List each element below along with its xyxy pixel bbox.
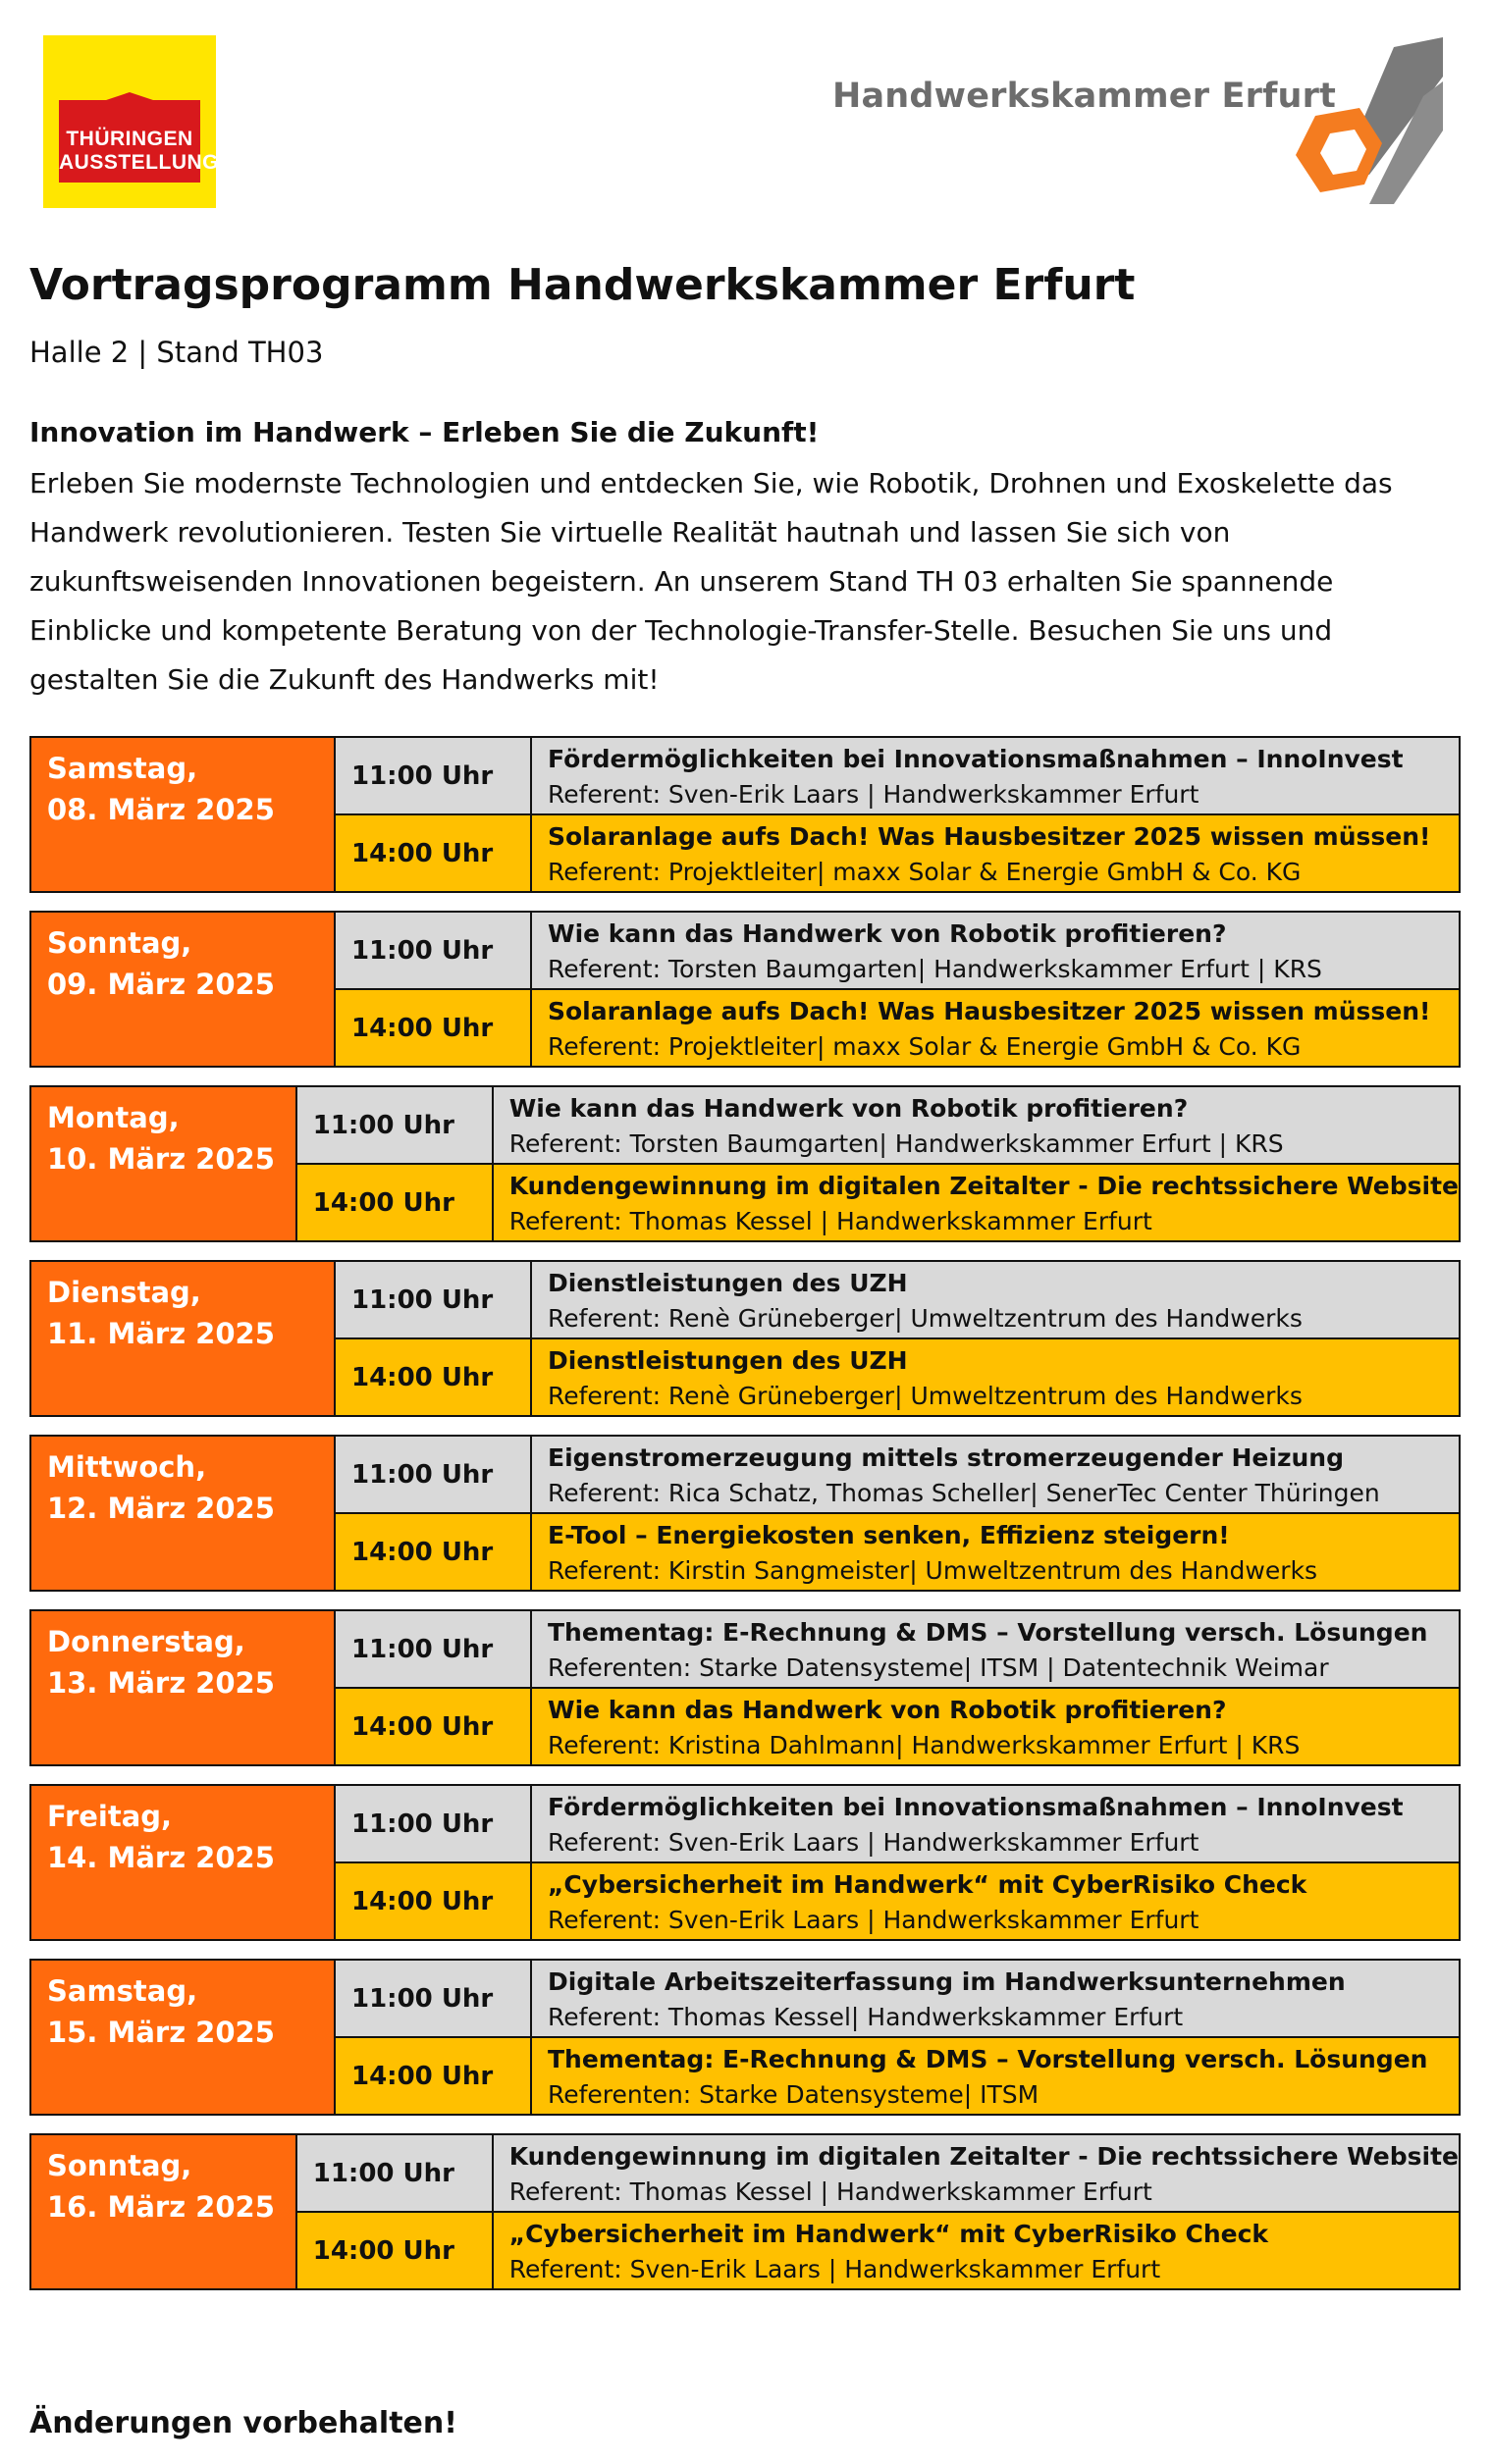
talk-referent: Referent: Torsten Baumgarten| Handwerkskammer Erfurt | KRS <box>508 1129 1284 1158</box>
slot-afternoon <box>336 813 1459 891</box>
slot-morning <box>336 913 1459 988</box>
day-label <box>31 1437 336 1590</box>
slot-afternoon <box>297 1163 1459 1240</box>
day-label <box>31 1262 336 1415</box>
slot-talk <box>532 1786 1459 1861</box>
slot-time: 11:00 Uhr <box>336 738 532 813</box>
slot-talk <box>532 2038 1459 2114</box>
schedule-day <box>29 1609 1461 1766</box>
slot-talk <box>532 738 1459 813</box>
talk-referent: Referent: Torsten Baumgarten| Handwerkskammer Erfurt | KRS <box>548 955 1322 983</box>
day-date: 14. März 2025 <box>47 1841 275 1874</box>
talk-referent: Referent: Sven-Erik Laars | Handwerkskammer Erfurt <box>548 780 1199 809</box>
day-date: 13. März 2025 <box>47 1666 275 1700</box>
talk-title: Solaranlage aufs Dach! Was Hausbesitzer 2025 wissen müssen! <box>548 822 1431 851</box>
logo-text-line2: AUSSTELLUNG <box>59 151 219 174</box>
day-slots <box>297 2135 1459 2288</box>
schedule-day <box>29 1784 1461 1941</box>
slot-talk <box>532 1689 1459 1764</box>
talk-title: Thementag: E-Rechnung & DMS – Vorstellung versch. Lösungen <box>548 2045 1428 2073</box>
day-label <box>31 1786 336 1939</box>
talk-referent: Referent: Projektleiter| maxx Solar & Energie GmbH & Co. KG <box>548 858 1302 886</box>
org-name: Handwerkskammer Erfurt <box>832 77 1337 116</box>
slot-time: 14:00 Uhr <box>297 1165 494 1240</box>
handwerkskammer-logo-icon <box>1276 37 1453 214</box>
slot-time: 14:00 Uhr <box>336 990 532 1066</box>
slot-afternoon <box>336 2036 1459 2114</box>
talk-title: „Cybersicherheit im Handwerk“ mit CyberRisiko Check <box>548 1870 1307 1899</box>
slot-time: 14:00 Uhr <box>336 815 532 891</box>
talk-referent: Referent: Thomas Kessel| Handwerkskammer Erfurt <box>548 2003 1184 2031</box>
talk-title: Kundengewinnung im digitalen Zeitalter - Die rechtssichere Website <box>508 2142 1459 2171</box>
slot-time: 14:00 Uhr <box>336 1514 532 1590</box>
slot-talk <box>532 1961 1459 2036</box>
day-weekday: Sonntag, <box>47 926 192 960</box>
day-weekday: Donnerstag, <box>47 1625 245 1658</box>
day-date: 15. März 2025 <box>47 2016 275 2049</box>
schedule-day <box>29 1959 1461 2116</box>
talk-title: Wie kann das Handwerk von Robotik profitieren? <box>548 919 1227 948</box>
slot-morning <box>336 1262 1459 1337</box>
talk-title: Thementag: E-Rechnung & DMS – Vorstellung versch. Lösungen <box>548 1618 1428 1647</box>
slot-afternoon <box>336 1861 1459 1939</box>
slot-talk <box>532 1514 1459 1590</box>
day-date: 11. März 2025 <box>47 1317 275 1350</box>
slot-time: 11:00 Uhr <box>336 1786 532 1861</box>
talk-referent: Referent: Renè Grüneberger| Umweltzentrum des Handwerks <box>548 1304 1303 1333</box>
slot-talk <box>532 1339 1459 1415</box>
schedule-day <box>29 1085 1461 1242</box>
page-header <box>0 0 1492 236</box>
slot-talk <box>532 913 1459 988</box>
slot-talk <box>494 1087 1459 1163</box>
day-slots <box>336 1961 1459 2114</box>
talk-title: „Cybersicherheit im Handwerk“ mit CyberRisiko Check <box>508 2220 1269 2248</box>
day-weekday: Sonntag, <box>47 2149 192 2182</box>
talk-referent: Referenten: Starke Datensysteme| ITSM <box>548 2080 1039 2109</box>
slot-time: 11:00 Uhr <box>336 1961 532 2036</box>
slot-talk <box>494 2135 1459 2211</box>
slot-time: 11:00 Uhr <box>336 913 532 988</box>
slot-time: 14:00 Uhr <box>297 2213 494 2288</box>
talk-title: Fördermöglichkeiten bei Innovationsmaßnahmen – InnoInvest <box>548 745 1404 773</box>
day-date: 12. März 2025 <box>47 1492 275 1525</box>
talk-referent: Referent: Sven-Erik Laars | Handwerkskammer Erfurt <box>548 1828 1199 1857</box>
talk-referent: Referent: Rica Schatz, Thomas Scheller| SenerTec Center Thüringen <box>548 1479 1380 1507</box>
day-label <box>31 2135 297 2288</box>
slot-morning <box>336 1961 1459 2036</box>
talk-title: Eigenstromerzeugung mittels stromerzeugender Heizung <box>548 1443 1344 1472</box>
day-label <box>31 1087 297 1240</box>
slot-time: 14:00 Uhr <box>336 1689 532 1764</box>
slot-afternoon <box>336 988 1459 1066</box>
slot-morning <box>336 738 1459 813</box>
slot-morning <box>297 2135 1459 2211</box>
talk-title: Digitale Arbeitszeiterfassung im Handwerksunternehmen <box>548 1967 1346 1996</box>
day-date: 10. März 2025 <box>47 1142 275 1176</box>
day-slots <box>336 1611 1459 1764</box>
slot-talk <box>494 2213 1459 2288</box>
day-date: 08. März 2025 <box>47 793 275 826</box>
day-date: 09. März 2025 <box>47 968 275 1001</box>
slot-talk <box>532 1262 1459 1337</box>
slot-talk <box>532 990 1459 1066</box>
day-label <box>31 1961 336 2114</box>
slot-afternoon <box>336 1687 1459 1764</box>
schedule-day <box>29 1260 1461 1417</box>
slot-time: 11:00 Uhr <box>336 1437 532 1512</box>
slot-time: 14:00 Uhr <box>336 1339 532 1415</box>
intro-text: Erleben Sie modernste Technologien und entdecken Sie, wie Robotik, Drohnen und Exoskelette das Handwerk revolutionieren. Testen Sie virtuelle Realität hautnah und lassen Sie sich von zukunftsweisenden Innovationen begeistern. An unserem Stand TH 03 erhalten Sie spannende Einblicke und kompetente Beratung von der Technologie-Transfer-Stelle. Besuchen Sie uns und gestalten Sie die Zukunft des Handwerks mit! <box>29 467 1393 696</box>
schedule-table <box>29 736 1461 2308</box>
day-slots <box>336 738 1459 891</box>
slot-morning <box>336 1786 1459 1861</box>
footer-note: Änderungen vorbehalten! <box>29 2406 457 2440</box>
talk-referent: Referenten: Starke Datensysteme| ITSM | Datentechnik Weimar <box>548 1653 1329 1682</box>
talk-title: Wie kann das Handwerk von Robotik profitieren? <box>508 1094 1189 1123</box>
talk-referent: Referent: Thomas Kessel | Handwerkskammer Erfurt <box>508 2177 1152 2206</box>
slot-time: 11:00 Uhr <box>297 1087 494 1163</box>
talk-title: Dienstleistungen des UZH <box>548 1269 908 1297</box>
slot-afternoon <box>336 1512 1459 1590</box>
slot-morning <box>336 1611 1459 1687</box>
talk-referent: Referent: Sven-Erik Laars | Handwerkskammer Erfurt <box>548 1906 1199 1934</box>
thueringen-ausstellung-logo <box>43 35 219 208</box>
day-slots <box>336 913 1459 1066</box>
schedule-day <box>29 911 1461 1068</box>
slot-time: 11:00 Uhr <box>336 1262 532 1337</box>
day-slots <box>336 1437 1459 1590</box>
day-weekday: Mittwoch, <box>47 1450 207 1484</box>
day-slots <box>336 1262 1459 1415</box>
slot-afternoon <box>336 1337 1459 1415</box>
slot-talk <box>532 815 1459 891</box>
day-weekday: Freitag, <box>47 1800 173 1833</box>
talk-title: E-Tool – Energiekosten senken, Effizienz steigern! <box>548 1521 1230 1549</box>
day-label <box>31 913 336 1066</box>
talk-referent: Referent: Kirstin Sangmeister| Umweltzentrum des Handwerks <box>548 1556 1318 1585</box>
slot-talk <box>532 1437 1459 1512</box>
talk-title: Wie kann das Handwerk von Robotik profitieren? <box>548 1696 1227 1724</box>
slot-afternoon <box>297 2211 1459 2288</box>
day-label <box>31 1611 336 1764</box>
schedule-day <box>29 1435 1461 1592</box>
day-weekday: Samstag, <box>47 1974 198 2008</box>
logo-text-line1: THÜRINGEN <box>66 128 193 150</box>
slot-morning <box>336 1437 1459 1512</box>
day-weekday: Samstag, <box>47 752 198 785</box>
talk-title: Fördermöglichkeiten bei Innovationsmaßnahmen – InnoInvest <box>548 1793 1404 1821</box>
intro-heading: Innovation im Handwerk – Erleben Sie die Zukunft! <box>29 416 820 448</box>
talk-title: Dienstleistungen des UZH <box>548 1346 908 1375</box>
slot-time: 11:00 Uhr <box>297 2135 494 2211</box>
day-slots <box>297 1087 1459 1240</box>
slot-morning <box>297 1087 1459 1163</box>
slot-talk <box>532 1611 1459 1687</box>
day-slots <box>336 1786 1459 1939</box>
slot-talk <box>532 1863 1459 1939</box>
slot-time: 14:00 Uhr <box>336 2038 532 2114</box>
slot-talk <box>494 1165 1459 1240</box>
page-title: Vortragsprogramm Handwerkskammer Erfurt <box>29 260 1136 310</box>
talk-referent: Referent: Renè Grüneberger| Umweltzentrum des Handwerks <box>548 1382 1303 1410</box>
schedule-day <box>29 736 1461 893</box>
day-weekday: Dienstag, <box>47 1276 201 1309</box>
page-subtitle: Halle 2 | Stand TH03 <box>29 336 324 369</box>
day-weekday: Montag, <box>47 1101 180 1134</box>
slot-time: 11:00 Uhr <box>336 1611 532 1687</box>
slot-time: 14:00 Uhr <box>336 1863 532 1939</box>
talk-referent: Referent: Thomas Kessel | Handwerkskammer Erfurt <box>508 1207 1152 1235</box>
talk-referent: Referent: Sven-Erik Laars | Handwerkskammer Erfurt <box>508 2255 1161 2283</box>
talk-referent: Referent: Kristina Dahlmann| Handwerkskammer Erfurt | KRS <box>548 1731 1301 1759</box>
schedule-day <box>29 2133 1461 2290</box>
day-date: 16. März 2025 <box>47 2190 275 2224</box>
day-label <box>31 738 336 891</box>
talk-title: Solaranlage aufs Dach! Was Hausbesitzer 2025 wissen müssen! <box>548 997 1431 1025</box>
talk-title: Kundengewinnung im digitalen Zeitalter - Die rechtssichere Website <box>508 1172 1459 1200</box>
talk-referent: Referent: Projektleiter| maxx Solar & Energie GmbH & Co. KG <box>548 1032 1302 1061</box>
